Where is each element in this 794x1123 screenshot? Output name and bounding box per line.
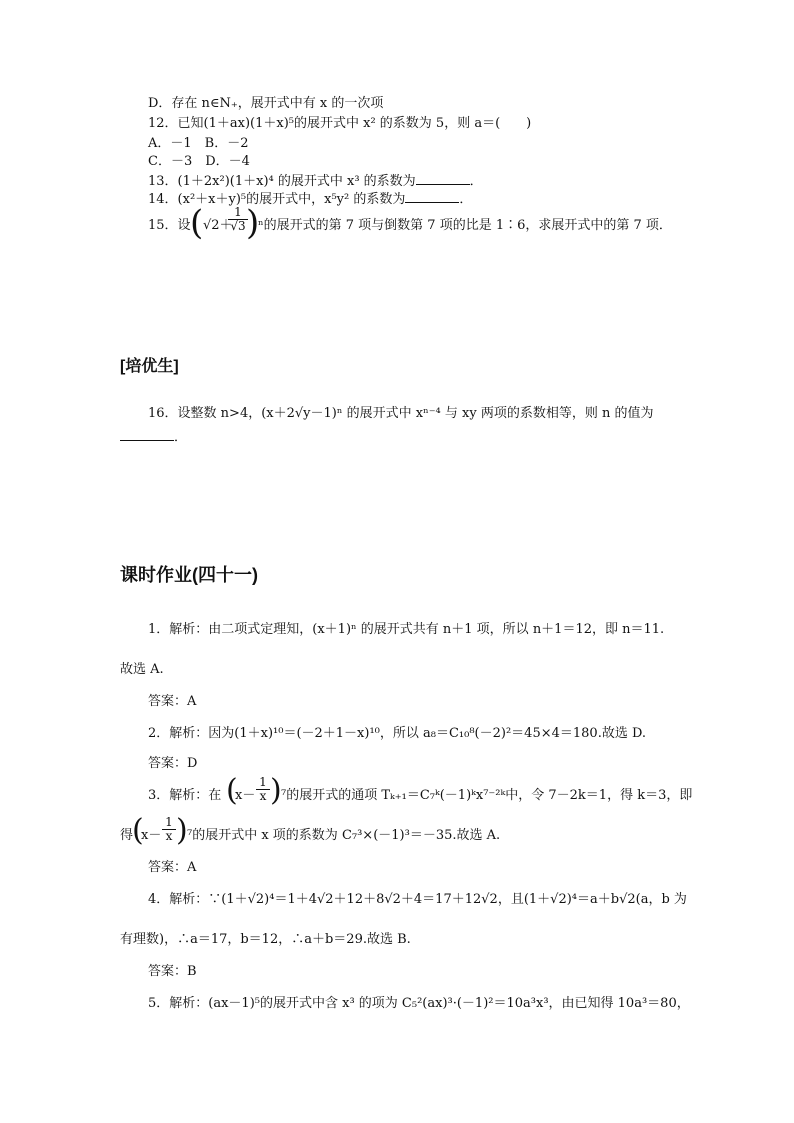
option-d: D．存在 n∈N₊，展开式中有 x 的一次项 — [148, 96, 384, 111]
question-12: 12．已知(1＋ax)(1＋x)⁵的展开式中 x² 的系数为 5，则 a＝( ) — [148, 116, 532, 131]
solution-3-cont-expr: x－ — [141, 828, 162, 843]
question-15-text: ⁿ的展开式的第 7 项与倒数第 7 项的比是 1∶6，求展开式中的第 7 项． — [258, 218, 672, 233]
right-paren: ) — [270, 773, 282, 808]
answer-blank[interactable] — [405, 190, 459, 203]
fraction-denominator: x — [256, 789, 270, 803]
right-paren: ) — [176, 813, 188, 848]
solution-3-text: ⁷的展开式的通项 Tₖ₊₁＝C₇ᵏ(－1)ᵏx⁷⁻²ᵏ中，令 7－2k＝1，得 k＝3，即 — [281, 788, 693, 803]
solution-3-prefix: 3．解析：在 — [148, 788, 222, 803]
left-paren: ( — [190, 203, 204, 243]
period: ． — [174, 430, 188, 445]
answer-blank[interactable] — [416, 172, 470, 185]
question-15-root: √2＋ — [203, 218, 233, 233]
section-title-answers: 课时作业(四十一) — [120, 565, 258, 585]
section-title-peiyou: [培优生] — [120, 358, 179, 375]
left-paren: ( — [132, 813, 144, 848]
question-14-text: 14．(x²＋x＋y)⁵的展开式中，x⁵y² 的系数为 — [148, 192, 406, 207]
answer-blank[interactable] — [120, 428, 174, 441]
question-15-prefix: 15．设 — [148, 218, 191, 233]
solution-4-cont: 有理数)，∴a＝17，b＝12，∴a＋b＝29.故选 B. — [120, 932, 411, 947]
fraction-numerator: 1 — [165, 815, 173, 829]
solution-1: 1．解析：由二项式定理知，(x＋1)ⁿ 的展开式共有 n＋1 项，所以 n＋1＝12，即 n＝11. — [148, 622, 665, 637]
answer-3: 答案：A — [148, 860, 197, 875]
solution-3-fraction — [256, 776, 270, 803]
solution-3-cont-prefix: 得 — [120, 828, 134, 843]
fraction-denominator: x — [162, 829, 176, 843]
question-12-options-ab: A．－1 B．－2 — [148, 136, 249, 151]
solution-4: 4．解析：∵(1＋√2)⁴＝1＋4√2＋12＋8√2＋4＝17＋12√2，且(1＋√2)⁴＝a＋b√2(a，b 为 — [148, 892, 687, 907]
period: ． — [469, 174, 483, 189]
solution-3-cont-fraction — [162, 816, 176, 843]
answer-4: 答案：B — [148, 964, 197, 979]
solution-1-cont: 故选 A. — [120, 662, 164, 677]
question-13 — [148, 172, 483, 190]
question-15-fraction — [228, 206, 248, 233]
left-paren: ( — [226, 773, 238, 808]
question-16-answer-line — [120, 428, 187, 446]
answer-2: 答案：D — [148, 756, 198, 771]
solution-5: 5．解析：(ax－1)⁵的展开式中含 x³ 的项为 C₅²(ax)³·(－1)²＝10a³x³，由已知得 10a³＝80， — [148, 996, 690, 1011]
fraction-denominator: √3 — [228, 219, 248, 233]
answer-1: 答案：A — [148, 694, 197, 709]
right-paren: ) — [246, 203, 260, 243]
question-12-options-cd: C．－3 D．－4 — [148, 154, 250, 169]
fraction-numerator: 1 — [234, 205, 242, 219]
fraction-numerator: 1 — [259, 775, 267, 789]
solution-2: 2．解析：因为(1＋x)¹⁰＝(－2＋1－x)¹⁰，所以 a₈＝C₁₀⁸(－2)²＝45×4＝180.故选 D. — [148, 726, 647, 741]
solution-3-expr: x－ — [235, 788, 256, 803]
question-16: 16．设整数 n>4，(x＋2√y－1)ⁿ 的展开式中 xⁿ⁻⁴ 与 xy 两项的系数相等，则 n 的值为 — [148, 406, 654, 421]
question-13-text: 13．(1＋2x²)(1＋x)⁴ 的展开式中 x³ 的系数为 — [148, 174, 416, 189]
period: ． — [459, 192, 473, 207]
solution-3-cont-text: ⁷的展开式中 x 项的系数为 C₇³×(－1)³＝－35.故选 A. — [187, 828, 501, 843]
